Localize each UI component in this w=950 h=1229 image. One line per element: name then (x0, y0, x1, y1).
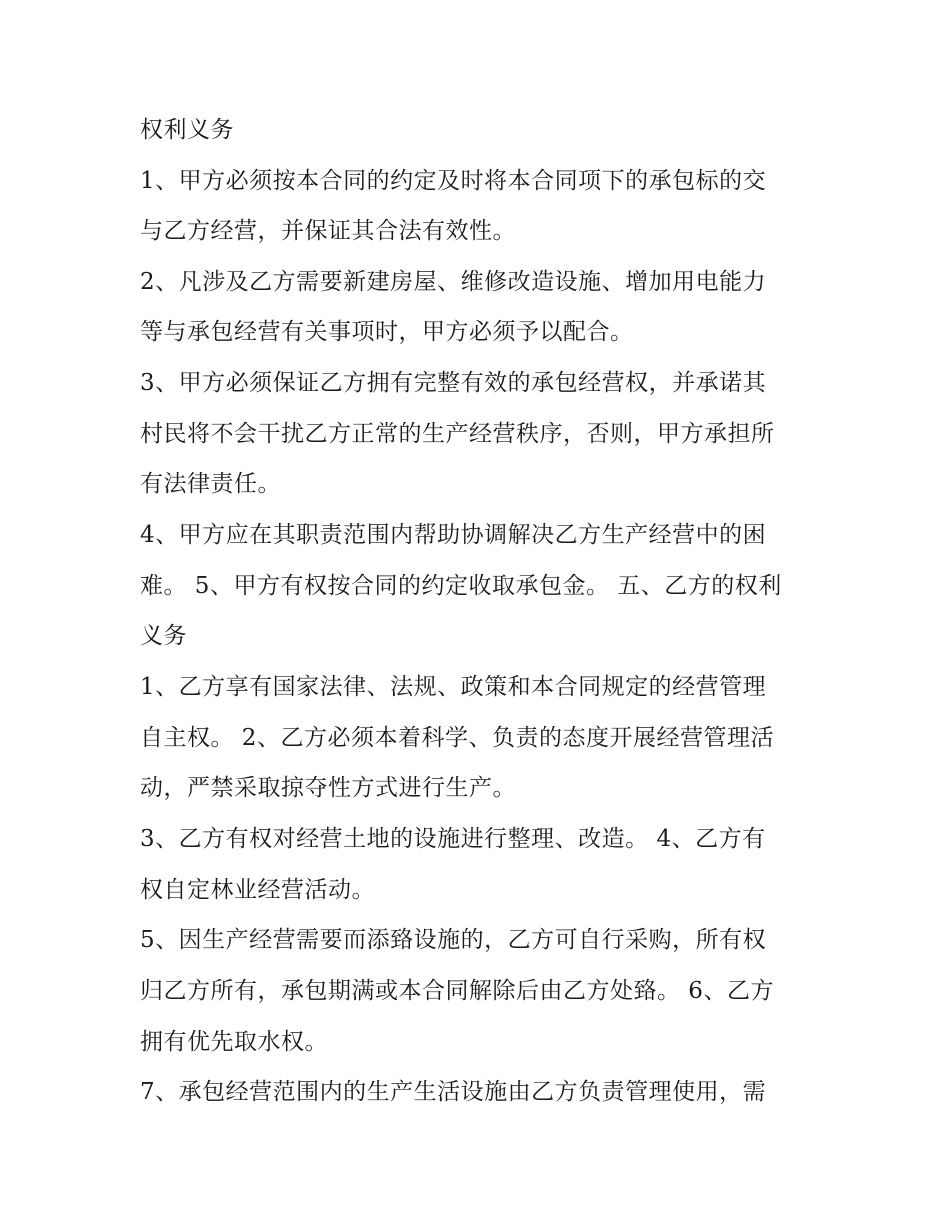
text-line: 5、因生产经营需要而添臵设施的，乙方可自行采购，所有权 (140, 927, 767, 953)
text-line: 有法律责任。 (140, 471, 281, 497)
text-line: 难。 5、甲方有权按合同的约定收取承包金。 五、乙方的权利 (140, 573, 782, 599)
text-line: 3、甲方必须保证乙方拥有完整有效的承包经营权，并承诺其 (140, 370, 767, 396)
text-line: 7、承包经营范围内的生产生活设施由乙方负责管理使用，需 (140, 1079, 767, 1105)
text-line: 义务 (140, 623, 187, 649)
text-line: 1、乙方享有国家法律、法规、政策和本合同规定的经营管理 (140, 674, 767, 700)
text-line: 4、甲方应在其职责范围内帮助协调解决乙方生产经营中的困 (140, 522, 767, 548)
text-line: 权自定林业经营活动。 (140, 877, 375, 903)
text-line: 拥有优先取水权。 (140, 1029, 328, 1055)
text-line: 动，严禁采取掠夺性方式进行生产。 (140, 775, 516, 801)
text-line: 自主权。 2、乙方必须本着科学、负责的态度开展经营管理活 (140, 725, 774, 751)
text-line: 归乙方所有，承包期满或本合同解除后由乙方处臵。 6、乙方 (140, 978, 774, 1004)
text-line: 2、凡涉及乙方需要新建房屋、维修改造设施、增加用电能力 (140, 269, 767, 295)
text-line: 与乙方经营，并保证其合法有效性。 (140, 218, 516, 244)
text-line: 村民将不会干扰乙方正常的生产经营秩序，否则，甲方承担所 (140, 421, 775, 447)
text-line: 1、甲方必须按本合同的约定及时将本合同项下的承包标的交 (140, 168, 767, 194)
text-line: 权利义务 (140, 117, 234, 143)
text-line: 3、乙方有权对经营土地的设施进行整理、改造。 4、乙方有 (140, 826, 766, 852)
text-line: 等与承包经营有关事项时，甲方必须予以配合。 (140, 319, 634, 345)
